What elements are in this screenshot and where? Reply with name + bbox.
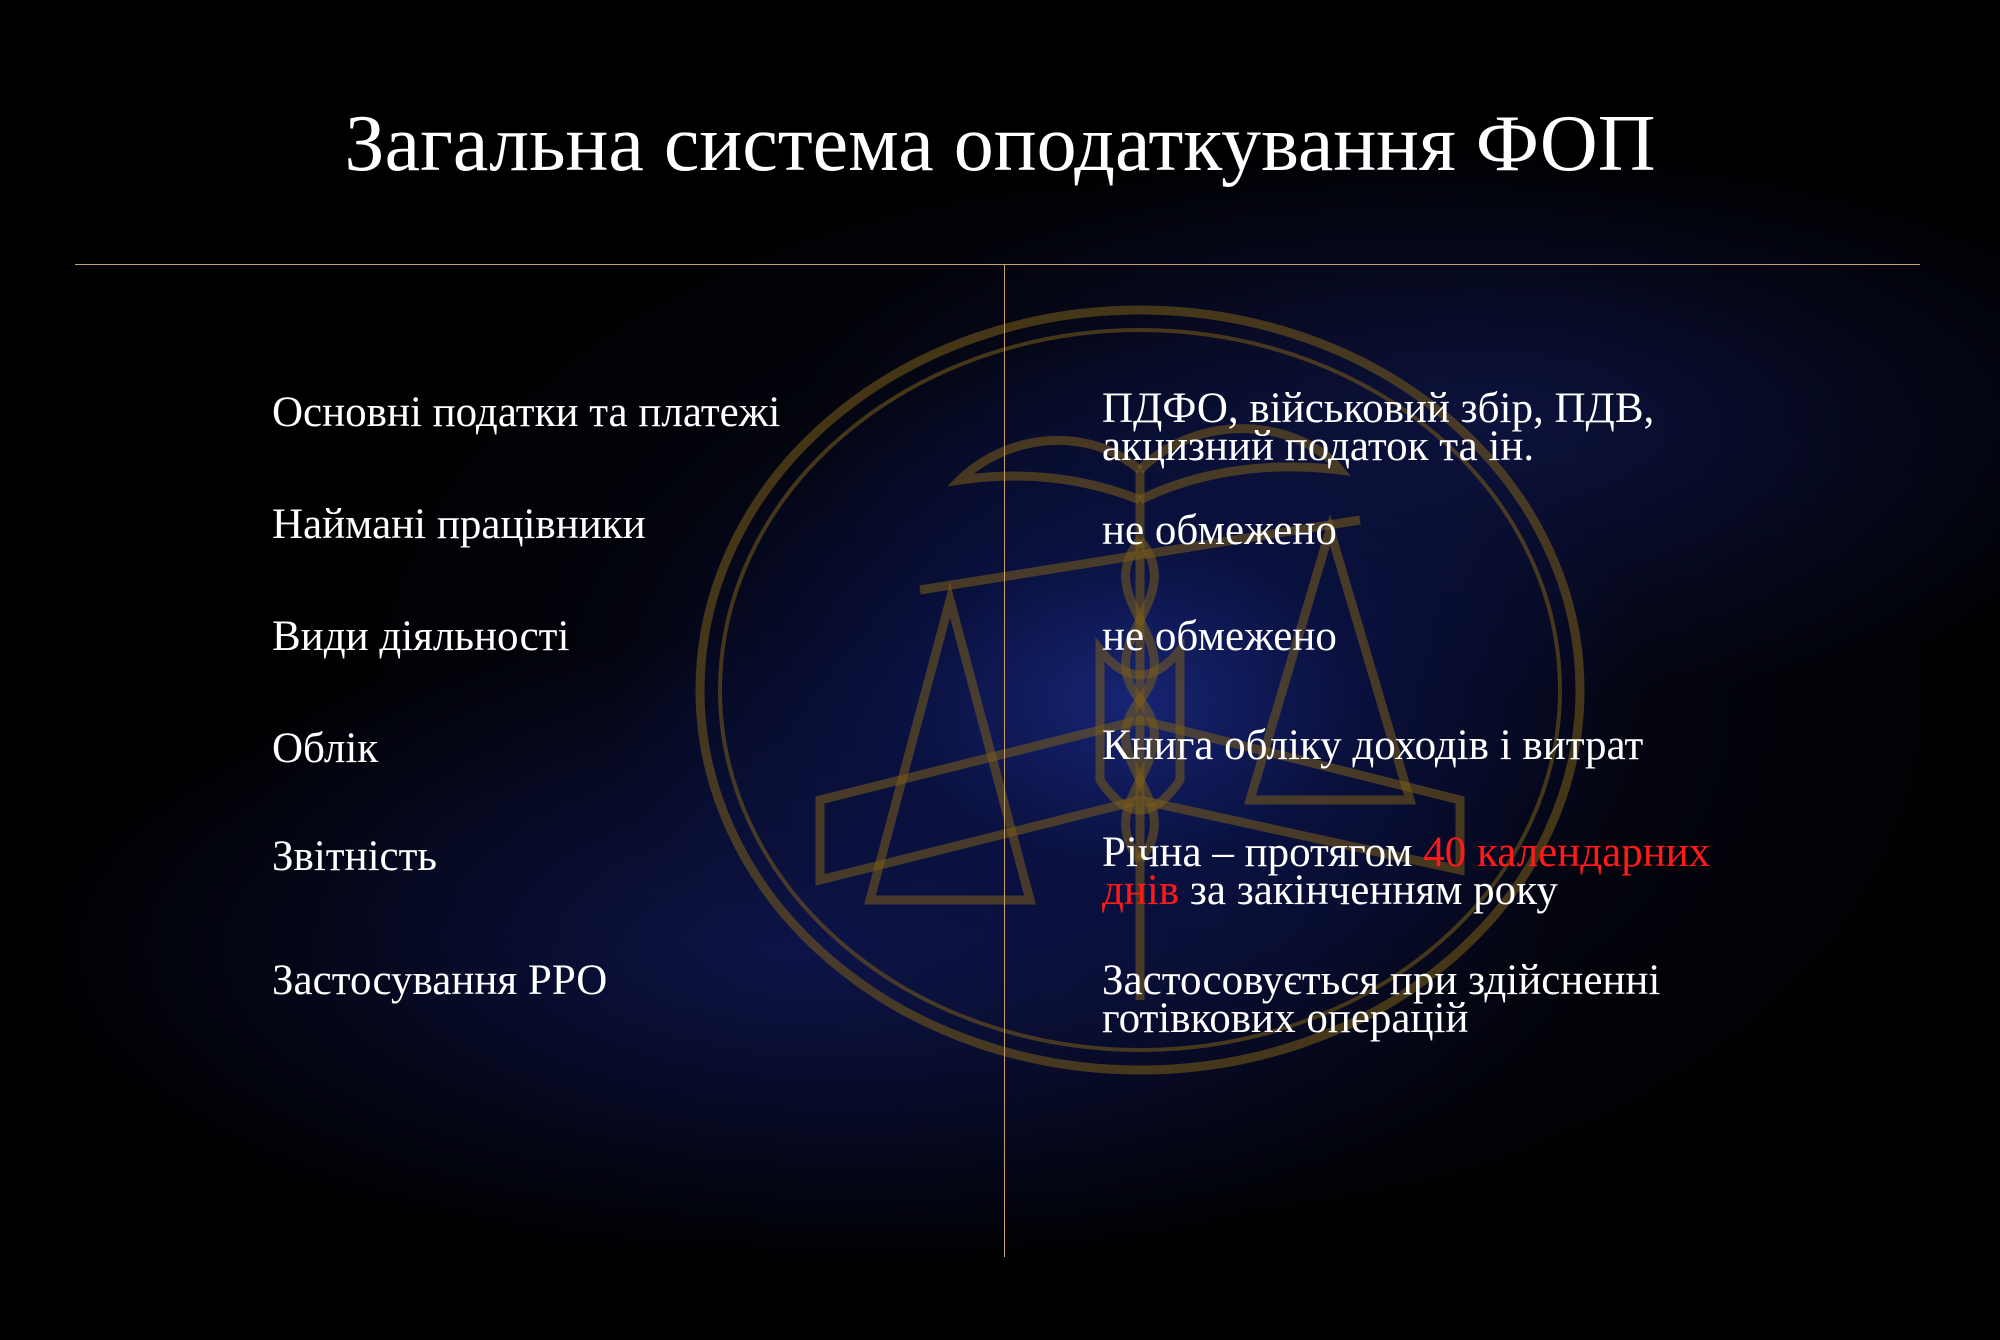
row-value-main-taxes: [1102, 385, 1655, 470]
row-label-activities: Види діяльності: [272, 613, 570, 660]
row-label-main-taxes: Основні податки та платежі: [272, 389, 781, 436]
value-text: Річна – протягом: [1102, 829, 1424, 876]
value-line: [1102, 867, 1710, 914]
row-value-reporting: [1102, 829, 1711, 914]
value-line: готівкових операцій: [1102, 995, 1469, 1042]
value-line: ПДФО, військовий збір, ПДВ,: [1102, 385, 1655, 432]
value-line: акцизний податок та ін.: [1102, 423, 1535, 470]
highlight-text: днів: [1102, 867, 1180, 914]
highlight-text: 40 календарних: [1423, 829, 1711, 876]
row-label-reporting: Звітність: [272, 833, 438, 880]
vertical-divider: [1004, 265, 1005, 1257]
slide-title: Загальна система оподаткування ФОП: [344, 100, 1656, 188]
row-label-rro: Застосування РРО: [272, 957, 608, 1004]
horizontal-divider: [75, 264, 1920, 265]
value-line: Застосовується при здійсненні: [1102, 957, 1661, 1004]
row-value-accounting: Книга обліку доходів і витрат: [1102, 722, 1644, 769]
row-value-rro: [1102, 957, 1661, 1042]
row-value-employees: не обмежено: [1102, 507, 1337, 554]
value-text: за закінченням року: [1179, 867, 1558, 914]
row-label-accounting: Облік: [272, 725, 379, 772]
row-value-activities: не обмежено: [1102, 613, 1337, 660]
row-label-employees: Наймані працівники: [272, 501, 646, 548]
